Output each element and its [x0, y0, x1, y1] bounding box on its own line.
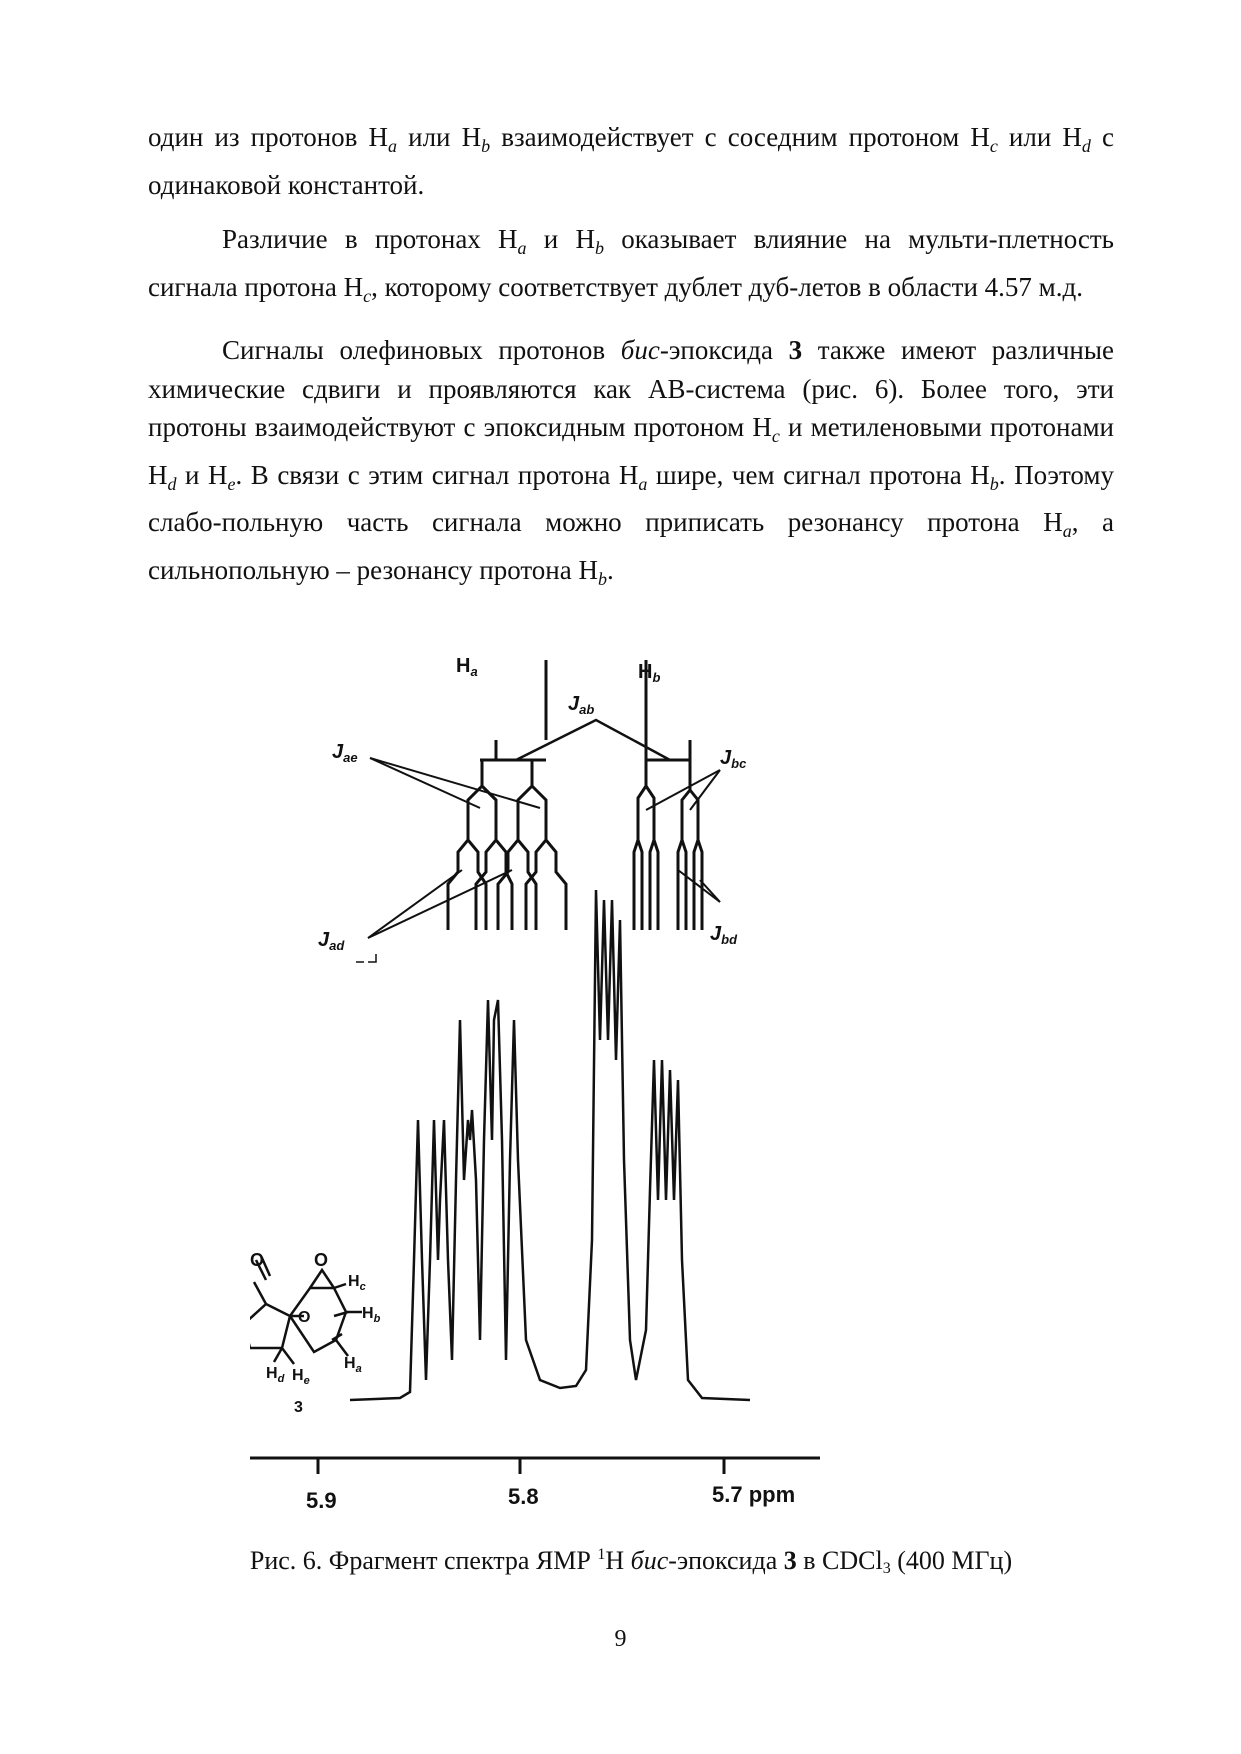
mol-Ha: $H_a$ [344, 1355, 362, 1375]
label-Jbc: $J_{bc}$ [720, 747, 747, 771]
tick-5.8: 5.8 [508, 1484, 539, 1509]
body-text [148, 118, 1114, 598]
tick-5.9: 5.9 [306, 1488, 337, 1513]
figure-caption: Рис. 6. Фрагмент спектра ЯМР $^1$H бис-эпоксида 3 в CDCl$_3$ (400 МГц) [249, 1546, 1013, 1577]
mol-number: 3 [294, 1399, 303, 1416]
page-number: 9 [614, 1626, 627, 1652]
nmr-figure [250, 640, 950, 1540]
mol-He: $H_e$ [292, 1367, 310, 1387]
label-Hb: $H_b$ [638, 661, 661, 685]
label-Jab: $J_{ab}$ [568, 693, 595, 717]
paragraph-3: Сигналы олефиновых протонов бис-эпоксида 3 также имеют различные химические сдвиги и проявляются как AB-система (рис. 6). Более того, эти протоны взаимодействуют с эпоксидным протоном $H_c$ и метиленовыми протонами $H_d$ и $H_e$. В связи с этим сигнал протона $H_a$ шире, чем сигнал протона $H_b$. Поэтому слабо-польную часть сигнала можно приписать резонансу протона $H_a$, а сильнопольную – резонансу протона $H_b$. [148, 335, 1115, 589]
paragraph-1: один из протонов $H_a$ или $H_b$ взаимодействует с соседним протоном $H_c$ или $H_d$ с одинаковой константой. [148, 122, 1114, 200]
mol-O1: O [250, 1250, 265, 1270]
mol-O3: O [298, 1309, 311, 1326]
label-Jbd: $J_{bd}$ [710, 923, 738, 947]
mol-Hb: $H_b$ [362, 1305, 381, 1325]
nmr-spectrum-drawing [250, 640, 950, 1540]
paragraph-2: Различие в протонах $H_a$ и $H_b$ оказывает влияние на мульти-плетность сигнала протона $H_c$, которому соответствует дублет дуб-летов в области 4.57 м.д. [148, 224, 1114, 306]
tick-5.7: 5.7 ppm [712, 1482, 796, 1507]
label-Jad: $J_{ad}$ [318, 929, 345, 953]
label-Ha: $H_a$ [456, 655, 478, 679]
mol-Hd: $H_d$ [266, 1365, 285, 1385]
mol-Hc: $H_c$ [348, 1273, 366, 1293]
spectrum-trace [350, 890, 750, 1400]
mol-O2: O [314, 1250, 329, 1270]
splitting-tree [356, 660, 720, 962]
ppm-axis [250, 1458, 820, 1474]
label-Jae: $J_{ae}$ [332, 741, 358, 765]
